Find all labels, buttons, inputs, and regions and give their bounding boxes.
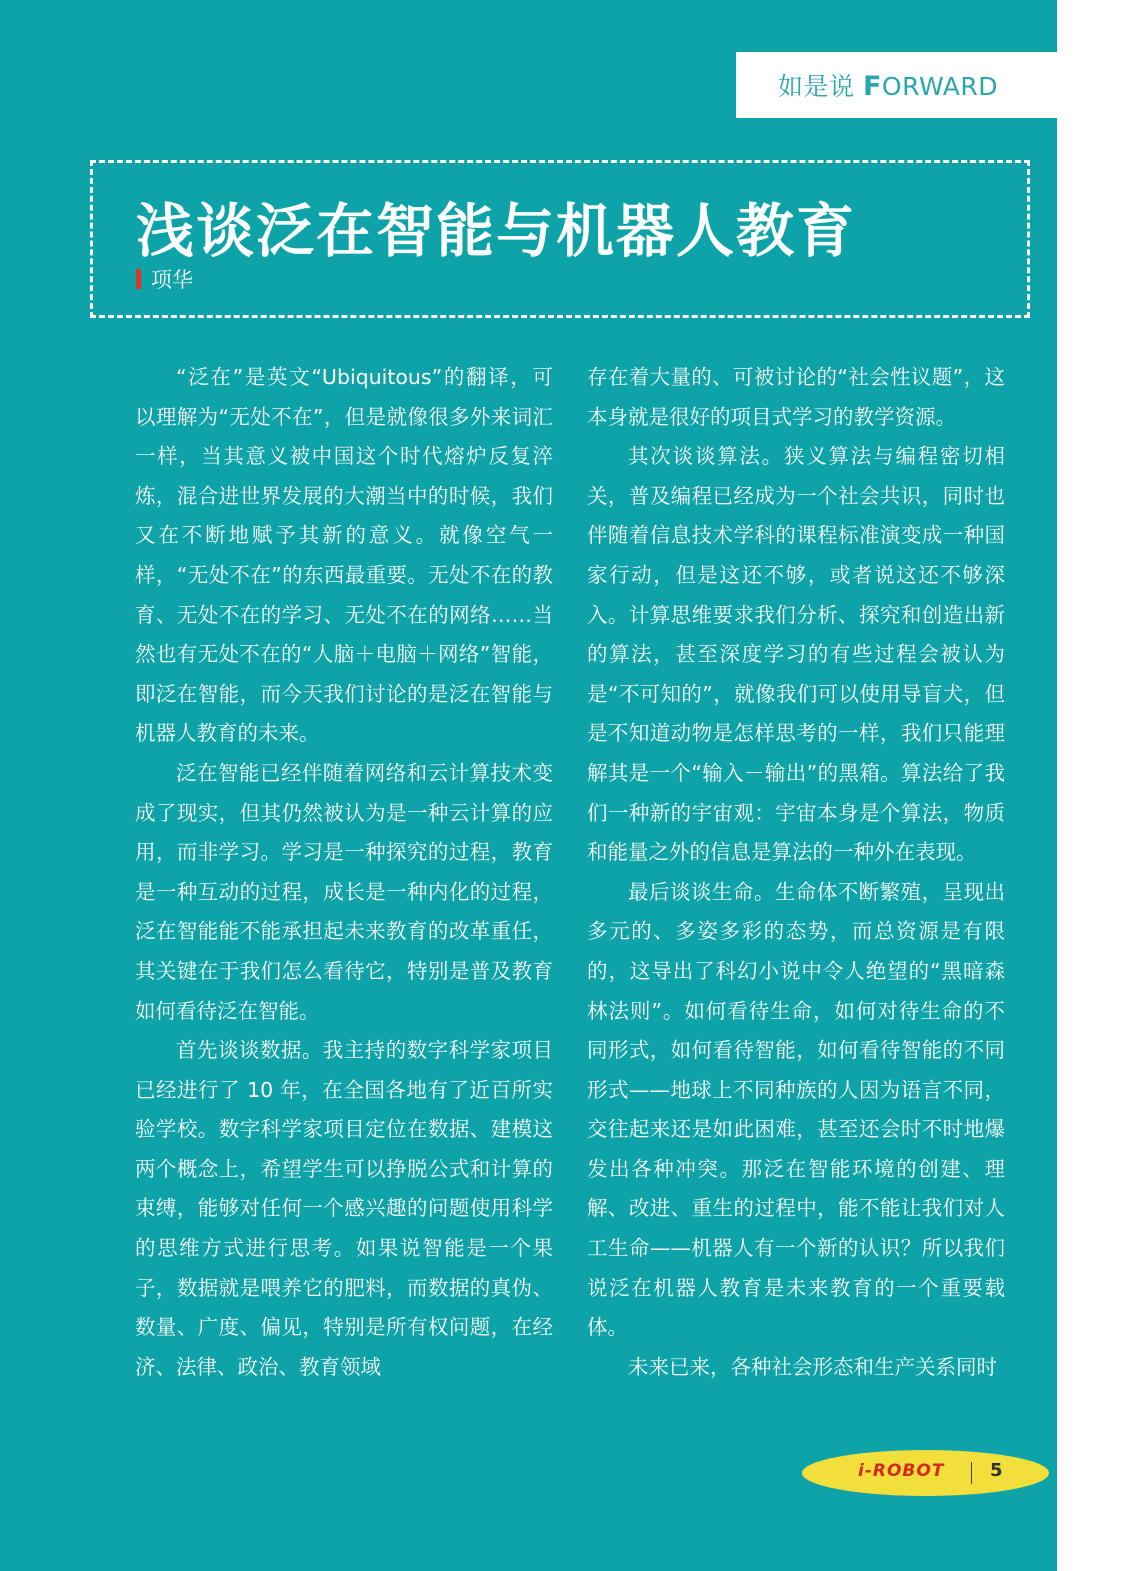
- byline: [136, 264, 193, 294]
- section-label-en-rest: ORWARD: [881, 72, 999, 101]
- section-label-cn: 如是说: [778, 72, 855, 101]
- paragraph: 其次谈谈算法。狭义算法与编程密切相关，普及编程已经成为一个社会共识，同时也伴随着信息技术学科的课程标准演变成一种国家行动，但是这还不够，或者说这还不够深入。计算思维要求我们分析、探究和创造出新的算法，甚至深度学习的有些过程会被认为是“不可知的”，就像我们可以使用导盲犬，但是不知道动物是怎样思考的一样，我们只能理解其是一个“输入－输出”的黑箱。算法给了我们一种新的宇宙观：宇宙本身是个算法，物质和能量之外的信息是算法的一种外在表现。: [587, 444, 1005, 865]
- paragraph: “泛在”是英文“Ubiquitous”的翻译，可以理解为“无处不在”，但是就像很多外来词汇一样，当其意义被中国这个时代熔炉反复淬炼，混合进世界发展的大潮当中的时候，我们又在不断地赋予其新的意义。就像空气一样，“无处不在”的东西最重要。无处不在的教育、无处不在的学习、无处不在的网络……当然也有无处不在的“人脑＋电脑＋网络”智能，即泛在智能，而今天我们讨论的是泛在智能与机器人教育的未来。: [135, 365, 553, 746]
- paragraph: 泛在智能已经伴随着网络和云计算技术变成了现实，但其仍然被认为是一种云计算的应用，而非学习。学习是一种探究的过程，教育是一种互动的过程，成长是一种内化的过程，泛在智能能不能承担起未来教育的改革重任，其关键在于我们怎么看待它，特别是普及教育如何看待泛在智能。: [135, 760, 553, 1023]
- footer-divider: [971, 1462, 972, 1484]
- paragraph: 最后谈谈生命。生命体不断繁殖，呈现出多元的、多姿多彩的态势，而总资源是有限的，这导出了科幻小说中令人绝望的“黑暗森林法则”。如何看待生命，如何对待生命的不同形式，如何看待智能，如何看待智能的不同形式——地球上不同种族的人因为语言不同，交往起来还是如此困难，甚至还会时不时地爆发出各种冲突。那泛在智能环境的创建、理解、改进、重生的过程中，能不能让我们对人工生命——机器人有一个新的认识？所以我们说泛在机器人教育是未来教育的一个重要载体。: [587, 879, 1005, 1340]
- paragraph: 未来已来，各种社会形态和生产关系同时: [628, 1354, 997, 1379]
- paragraph: 首先谈谈数据。我主持的数字科学家项目已经进行了 10 年，在全国各地有了近百所实验学校。数字科学家项目定位在数据、建模这两个概念上，希望学生可以挣脱公式和计算的束缚，能够对任何一个感兴趣的问题使用科学的思维方式进行思考。如果说智能是一个果子，数据就是喂养它的肥料，而数据的真伪、数量、广度、偏见，特别是所有权问题，在经济、法律、政治、教育领域: [135, 1038, 553, 1379]
- section-label: [778, 67, 998, 103]
- author-name: 项华: [151, 268, 193, 292]
- article-title: 浅谈泛在智能与机器人教育: [136, 197, 857, 265]
- magazine-logo: i-ROBOT: [858, 1461, 945, 1481]
- page-number: 5: [990, 1460, 1003, 1481]
- section-tab: [736, 52, 1128, 118]
- article-column-right: [587, 358, 1005, 1387]
- author-marker: [136, 269, 141, 289]
- page-margin: [1057, 0, 1128, 1571]
- paragraph: 存在着大量的、可被讨论的“社会性议题”，这本身就是很好的项目式学习的教学资源。: [587, 365, 1005, 429]
- article-column-left: [135, 358, 553, 1387]
- section-label-en-initial: F: [862, 71, 882, 102]
